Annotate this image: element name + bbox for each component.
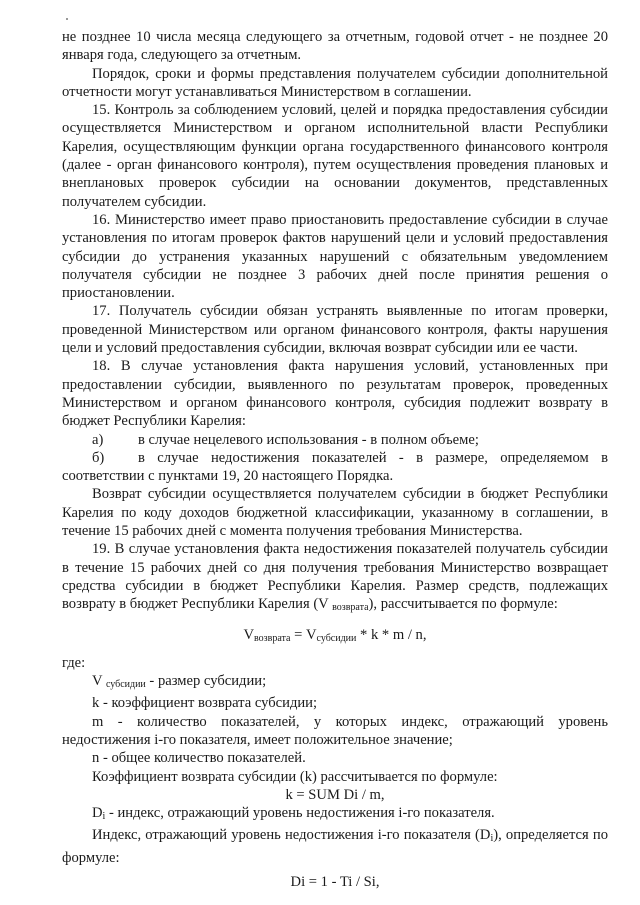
paragraph-index-subscript: i — [490, 833, 494, 845]
scan-speck — [66, 18, 68, 20]
paragraph-19-subscript: возврата — [332, 602, 369, 614]
formula-eq: = V — [290, 626, 317, 643]
paragraph-reporting-deadline: не позднее 10 числа месяца следующего за отчетным, годовой отчет - не позднее 20 января года, следующего за отчетным. — [62, 29, 608, 64]
formula-return-amount — [62, 626, 608, 648]
paragraph-15: 15. Контроль за соблюдением условий, целей и порядка предоставления субсидии осуществляется Министерством и органом исполнительной власти Республики Карелия, осуществляющим функции органа государственного финансового контроля (далее - орган финансового контроля), путем осуществления проведения плановых и внеплановых проверок субсидии на основании документов, представленных получателем субсидии. — [62, 102, 608, 210]
paragraph-18: 18. В случае установления факта нарушения условий, установленных при предоставлении субсидии, выявленного по результатам проверок, проведенных Министерством и органом финансового контроля, субсидия подлежит возврату в бюджет Республики Карелия: — [62, 358, 608, 430]
list-item-b-continuation: соответствии с пунктами 19, 20 настоящего Порядка. — [62, 468, 394, 485]
paragraph-19-text-end: ), рассчитывается по формуле: — [368, 596, 558, 613]
formula-rest: * k * m / n, — [356, 626, 427, 643]
list-item-b — [62, 449, 608, 467]
definition-k: k - коэффициент возврата субсидии; — [92, 695, 318, 712]
paragraph-17: 17. Получатель субсидии обязан устранять выявленные по итогам проверки, проведенной Министерством или органом финансового контроля, факты нарушения цели и условий предоставления субсидии, включая возврат субсидии или ее части. — [62, 303, 608, 357]
formula-coefficient: k = SUM Di / m, — [285, 786, 385, 803]
paragraph-return: Возврат субсидии осуществляется получателем субсидии в бюджет Республики Карелия по коду доходов бюджетной классификации, указанному в соглашении, в течение 15 рабочих дней с момента получения требования Министерства. — [62, 486, 608, 540]
list-item-a-text: в случае нецелевого использования - в полном объеме; — [138, 431, 479, 448]
paragraph-19-text: 19. В случае установления факта недостижения показателей получатель субсидии в течение 15 рабочих дней со дня получения требования Министерство возвращает средства субсидии в бюджет Республики Карелия. Размер средств, подлежащих возврату в бюджет Республики Карелия (V — [62, 541, 608, 613]
definition-d-subscript: i — [102, 811, 106, 823]
definition-n: n - общее количество показателей. — [92, 750, 306, 767]
list-item-b-label: б) — [92, 449, 105, 466]
definition-d — [62, 804, 608, 826]
definition-v-subscript: субсидии — [105, 679, 146, 691]
paragraph-additional-reporting: Порядок, сроки и формы представления получателем субсидии дополнительной отчетности могут устанавливаться Министерством в соглашении. — [62, 65, 608, 100]
paragraph-index-text-end: ), определяется по формуле: — [62, 827, 608, 866]
paragraph-index — [62, 826, 608, 867]
definition-v — [62, 672, 608, 694]
where-label: где: — [62, 654, 86, 671]
definition-m: m - количество показателей, у которых индекс, отражающий уровень недостижения i-го показателя, имеет положительное значение; — [62, 713, 608, 748]
formula-sub-subsidy: субсидии — [316, 632, 357, 644]
definition-v-letter: V — [92, 673, 106, 690]
paragraph-19 — [62, 540, 608, 617]
list-item-a-label: а) — [92, 431, 104, 448]
document-page — [62, 28, 608, 891]
formula-index: Di = 1 - Ti / Si, — [290, 874, 380, 891]
paragraph-index-text: Индекс, отражающий уровень недостижения i-го показателя (D — [92, 827, 491, 844]
list-item-a — [62, 431, 608, 449]
definition-v-text: - размер субсидии; — [145, 673, 267, 690]
list-item-b-text: в случае недостижения показателей - в размере, определяемом в — [138, 449, 608, 466]
formula-sub-return: возврата — [254, 632, 291, 644]
formula-v: V — [243, 626, 255, 643]
paragraph-16: 16. Министерство имеет право приостановить предоставление субсидии в случае установления по итогам проверок фактов нарушений цели и условий предоставления субсидии до устранения указанных нарушений с обязательным уведомлением получателя субсидии не позднее 3 рабочих дней после принятия решения о приостановлении. — [62, 211, 608, 302]
definition-d-letter: D — [92, 805, 103, 822]
definition-d-text: - индекс, отражающий уровень недостижения i-го показателя. — [105, 805, 495, 822]
paragraph-coefficient: Коэффициент возврата субсидии (k) рассчитывается по формуле: — [92, 768, 498, 785]
